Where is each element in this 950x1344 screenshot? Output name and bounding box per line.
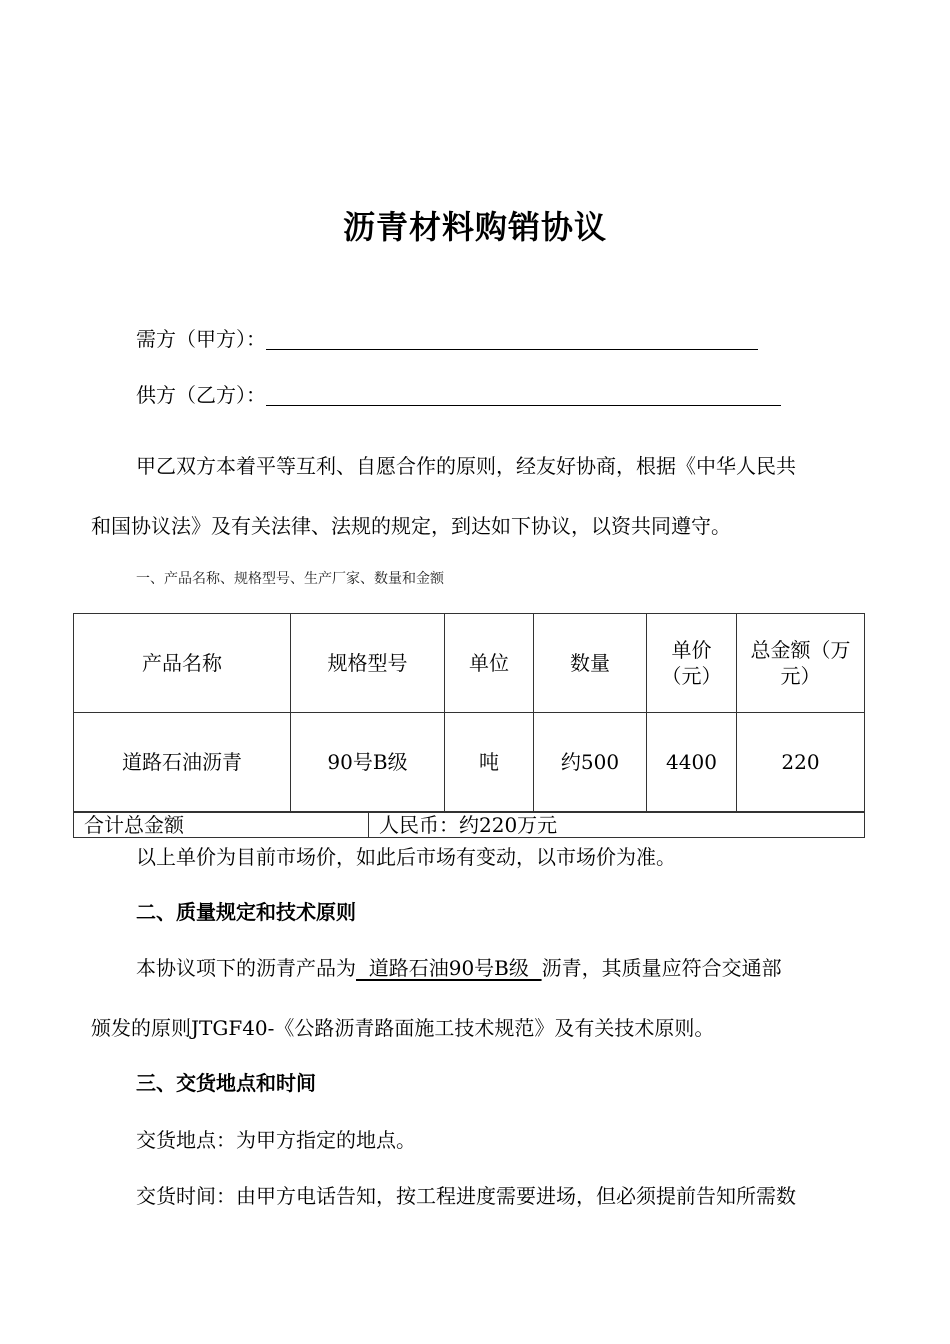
cell-spec: 90号B级 bbox=[291, 713, 445, 812]
cell-product-name: 道路石油沥青 bbox=[74, 713, 291, 812]
header-total-amount-line2: 元） bbox=[780, 664, 821, 688]
product-table bbox=[73, 613, 865, 812]
section2-line-1 bbox=[136, 952, 782, 981]
header-unit: 单位 bbox=[445, 614, 534, 713]
section2-line1-pre: 本协议项下的沥青产品为 bbox=[136, 956, 356, 980]
header-unit-price bbox=[647, 614, 737, 713]
product-spec-fill: 道路石油90号B级 bbox=[356, 956, 542, 980]
total-row bbox=[74, 813, 865, 838]
seller-blank[interactable] bbox=[266, 385, 781, 406]
header-quantity: 数量 bbox=[534, 614, 647, 713]
buyer-label: 需方（甲方）： bbox=[136, 327, 266, 351]
header-product-name: 产品名称 bbox=[74, 614, 291, 713]
section1-heading: 一、产品名称、规格型号、生产厂家、数量和金额 bbox=[136, 571, 444, 587]
cell-unit-price: 4400 bbox=[647, 713, 737, 812]
cell-unit: 吨 bbox=[445, 713, 534, 812]
cell-quantity: 约500 bbox=[534, 713, 647, 812]
price-note: 以上单价为目前市场价，如此后市场有变动，以市场价为准。 bbox=[136, 845, 676, 869]
section2-line1-post: 沥青，其质量应符合交通部 bbox=[541, 956, 782, 980]
intro-line-2: 和国协议法》及有关法律、法规的规定，到达如下协议，以资共同遵守。 bbox=[91, 514, 731, 538]
section3-heading: 三、交货地点和时间 bbox=[136, 1071, 316, 1095]
table-row bbox=[74, 713, 865, 812]
seller-line bbox=[136, 379, 781, 408]
seller-label: 供方（乙方）： bbox=[136, 383, 266, 407]
buyer-blank[interactable] bbox=[266, 329, 758, 350]
cell-total-amount: 220 bbox=[737, 713, 865, 812]
header-total-amount-line1: 总金额（万 bbox=[750, 638, 851, 662]
header-spec: 规格型号 bbox=[291, 614, 445, 713]
total-value: 人民币：约220万元 bbox=[369, 813, 865, 838]
total-label: 合计总金额 bbox=[74, 813, 369, 838]
table-header-row bbox=[74, 614, 865, 713]
delivery-place: 交货地点：为甲方指定的地点。 bbox=[136, 1128, 416, 1152]
header-total-amount bbox=[737, 614, 865, 713]
delivery-time: 交货时间：由甲方电话告知，按工程进度需要进场，但必须提前告知所需数 bbox=[136, 1184, 796, 1208]
document-title: 沥青材料购销协议 bbox=[342, 208, 607, 246]
section2-line-2: 颁发的原则JTGF40-《公路沥青路面施工技术规范》及有关技术原则。 bbox=[91, 1016, 715, 1040]
intro-line-1: 甲乙双方本着平等互利、自愿合作的原则，经友好协商，根据《中华人民共 bbox=[136, 454, 796, 478]
header-unit-price-line1: 单价 bbox=[671, 638, 712, 662]
total-table bbox=[73, 812, 865, 838]
section2-heading: 二、质量规定和技术原则 bbox=[136, 900, 356, 924]
buyer-line bbox=[136, 323, 758, 352]
header-unit-price-line2: （元） bbox=[661, 664, 722, 688]
